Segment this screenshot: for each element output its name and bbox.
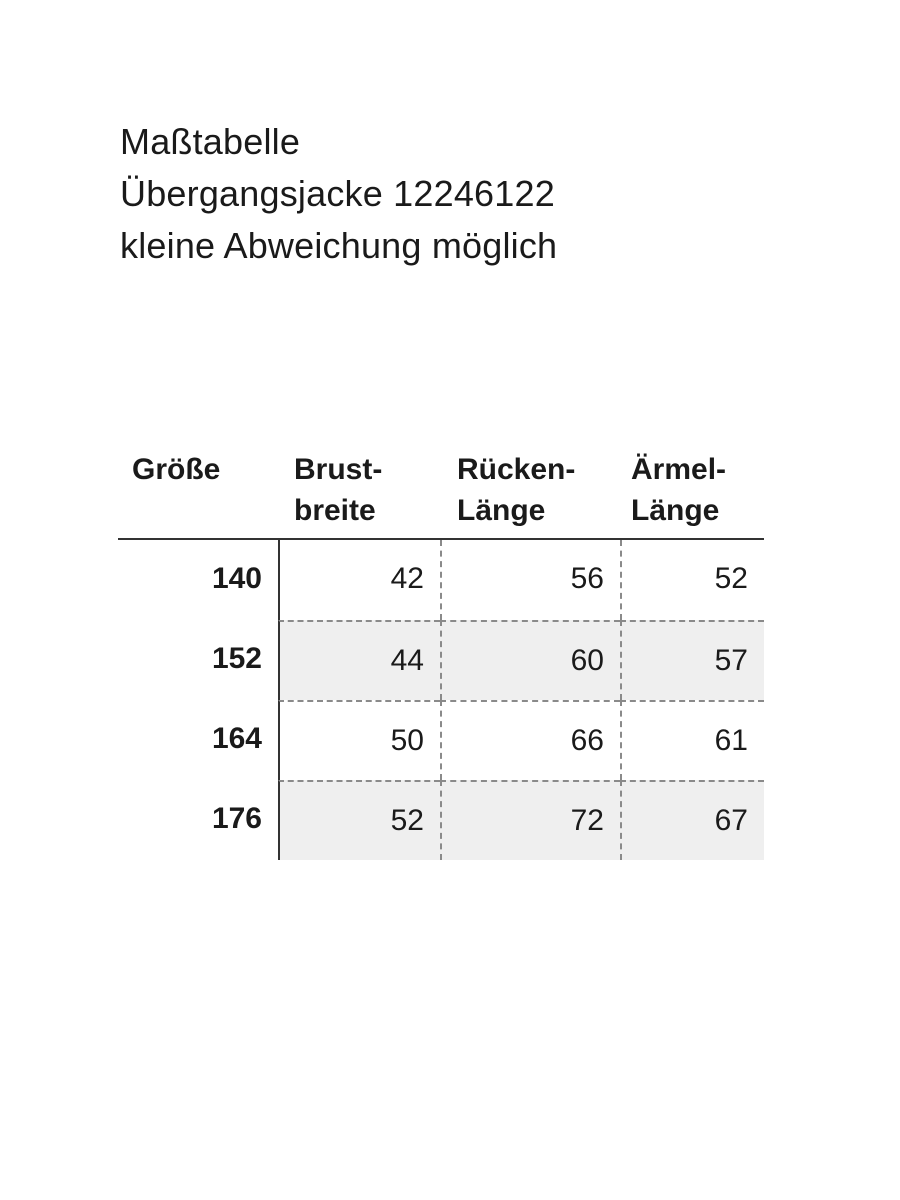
sleeve-length-cell: 67 (620, 780, 764, 860)
sleeve-length-cell: 61 (620, 700, 764, 780)
back-length-cell: 56 (440, 540, 620, 620)
page-title: Maßtabelle (120, 121, 301, 162)
back-length-cell: 66 (440, 700, 620, 780)
size-cell: 152 (211, 642, 262, 675)
product-name: Übergangsjacke 12246122 (120, 173, 555, 214)
size-cell: 164 (211, 722, 262, 755)
header-size: Größe (132, 453, 221, 486)
table-row (118, 620, 764, 700)
table-row (118, 540, 764, 620)
deviation-note: kleine Abweichung möglich (120, 225, 558, 266)
back-length-cell: 60 (440, 620, 620, 700)
size-chart-table (118, 441, 764, 860)
sleeve-length-cell: 52 (620, 540, 764, 620)
chest-width-cell: 42 (278, 540, 440, 620)
back-length-cell: 72 (440, 780, 620, 860)
header-chest-width: Brust- breite (294, 453, 383, 527)
sleeve-length-cell: 57 (620, 620, 764, 700)
table-row (118, 780, 764, 860)
size-cell: 140 (211, 562, 262, 595)
table-body (118, 540, 764, 860)
chest-width-cell: 50 (278, 700, 440, 780)
chest-width-cell: 44 (278, 620, 440, 700)
header-sleeve-length: Ärmel- Länge (631, 453, 727, 527)
table-row (118, 700, 764, 780)
chest-width-cell: 52 (278, 780, 440, 860)
table-header (118, 441, 764, 540)
page-heading (120, 116, 557, 272)
size-cell: 176 (211, 802, 262, 835)
header-back-length: Rücken- Länge (457, 453, 576, 527)
